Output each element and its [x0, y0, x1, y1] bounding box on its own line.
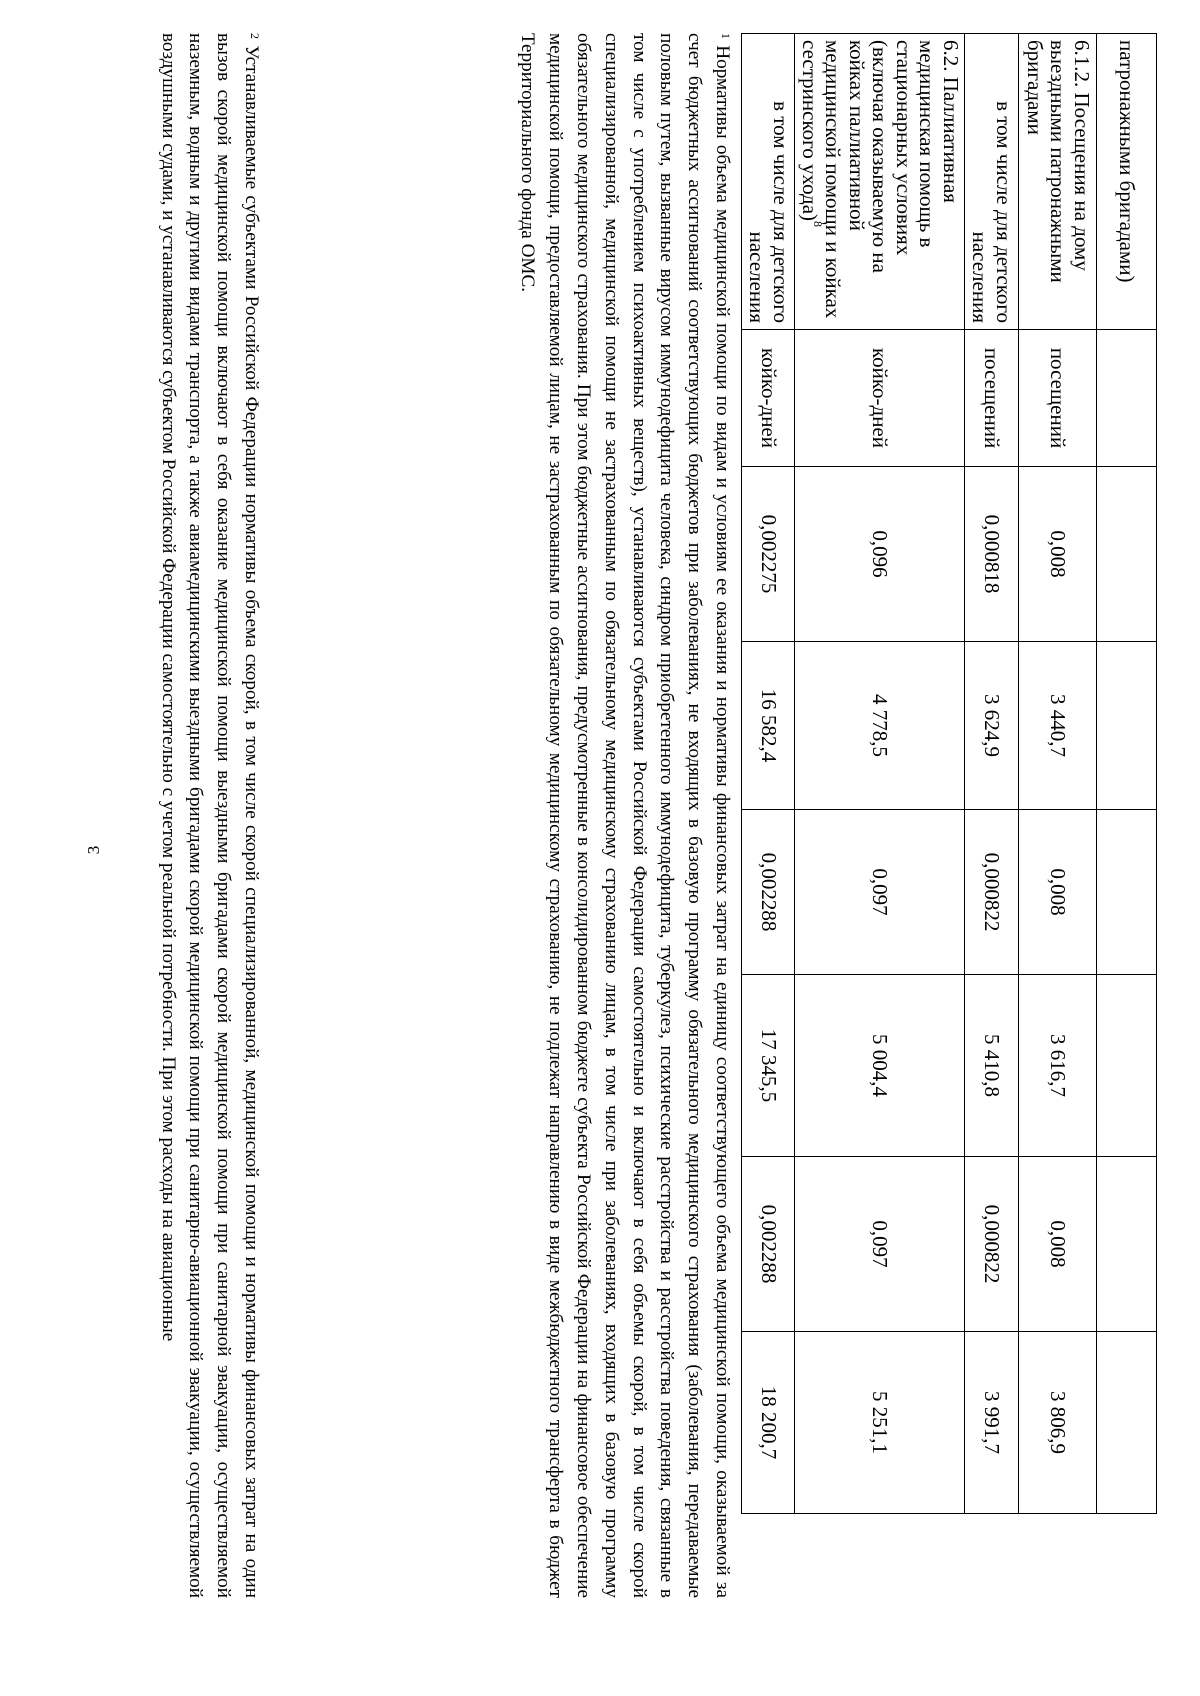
footnote-1 [514, 33, 736, 1598]
value-cell: 5 004,4 [795, 975, 965, 1157]
value-cell: 4 778,5 [795, 642, 965, 810]
value-cell: 0,008 [1019, 1157, 1097, 1332]
value-cell [1097, 975, 1157, 1157]
table-row [965, 34, 1019, 1514]
row-label: в том числе для детского населения [965, 34, 1019, 330]
unit-cell: койко-дней [795, 330, 965, 467]
unit-cell: посещений [965, 330, 1019, 467]
value-cell: 0,002288 [742, 810, 795, 975]
unit-cell [1097, 330, 1157, 467]
table-row [742, 34, 795, 1514]
value-cell: 0,002275 [742, 467, 795, 642]
value-cell: 0,008 [1019, 810, 1097, 975]
value-cell [1097, 642, 1157, 810]
footnote-mark: 1 [719, 33, 733, 39]
value-cell: 5 410,8 [965, 975, 1019, 1157]
value-cell: 3 806,9 [1019, 1332, 1097, 1514]
value-cell: 5 251,1 [795, 1332, 965, 1514]
value-cell [1097, 810, 1157, 975]
value-cell: 0,000822 [965, 810, 1019, 975]
unit-cell: посещений [1019, 330, 1097, 467]
unit-cell: койко-дней [742, 330, 795, 467]
value-cell: 0,008 [1019, 467, 1097, 642]
value-cell: 0,000818 [965, 467, 1019, 642]
footnote-text: Нормативы объема медицинской помощи по видам и условиям ее оказания и нормативы финансовых затрат на единицу соответствующего объема медицинской помощи, оказываемой за счет бюджетных ассигнований соответствующих бюджетов при заболеваниях, не входящих в базовую программу обязательного медицинского страхования (заболевания, передаваемые половым путем, вызванные вирусом иммунодефицита человека, синдром приобретенного иммунодефицита, туберкулез, психические расстройства и расстройства поведения, связанные в том числе с употреблением психоактивных веществ), устанавливаются субъектами Российской Федерации самостоятельно и включают в себя объемы скорой, в том числе скорой специализированной, медицинской помощи не застрахованным по обязательному медицинскому страхованию лицам, в том числе при заболеваниях, входящих в базовую программу обязательного медицинского страхования. При этом бюджетные ассигнования, предусмотренные в консолидированном бюджете субъекта Российской Федерации на финансовое обеспечение медицинской помощи, предоставляемой лицам, не застрахованным по обязательному медицинскому страхованию, не подлежат направлению в виде межбюджетного трансферта в бюджет Территориального фонда ОМС. [517, 33, 733, 1599]
value-cell: 3 616,7 [1019, 975, 1097, 1157]
value-cell: 0,097 [795, 810, 965, 975]
value-cell: 18 200,7 [742, 1332, 795, 1514]
value-cell: 0,096 [795, 467, 965, 642]
value-cell: 3 991,7 [965, 1332, 1019, 1514]
value-cell: 3 440,7 [1019, 642, 1097, 810]
table-row [1019, 34, 1097, 1514]
value-cell [1097, 1332, 1157, 1514]
norms-table [741, 33, 1157, 1514]
value-cell: 0,000822 [965, 1157, 1019, 1332]
value-cell: 0,002288 [742, 1157, 795, 1332]
row-label: патронажными бригадами) [1097, 34, 1157, 330]
row-label: 6.1.2. Посещения на дому выездными патронажными бригадами [1019, 34, 1097, 330]
value-cell [1097, 467, 1157, 642]
row-label: в том числе для детского населения [742, 34, 795, 330]
row-label [795, 34, 965, 330]
row-label-text: 6.2. Паллиативная медицинская помощь в стационарных условиях (включая оказываемую на койках паллиативной медицинской помощи и койках сестринского ухода) [797, 40, 963, 319]
value-cell [1097, 1157, 1157, 1332]
footnote-text: Устанавливаемые субъектами Российской Федерации нормативы объема скорой, в том числе скорой специализированной, медицинской помощи и нормативы финансовых затрат на один вызов скорой медицинской помощи включают в себя оказание медицинской помощи выездными бригадами скорой медицинской помощи при санитарной эвакуации, осуществляемой наземным, водным и другими видами транспорта, а также авиамедицинскими выездными бригадами скорой медицинской помощи при санитарно-авиационной эвакуации, осуществляемой воздушными судами, и устанавливаются субъектом Российской Федерации самостоятельно с учетом реальной потребности. При этом расходы на авиационные [157, 33, 262, 1598]
footnote-2 [154, 33, 265, 1598]
value-cell: 17 345,5 [742, 975, 795, 1157]
footnote-ref: 8 [810, 221, 825, 228]
page-number: 3 [84, 845, 103, 855]
footnote-mark: 2 [248, 33, 262, 39]
value-cell: 0,097 [795, 1157, 965, 1332]
table-row [1097, 34, 1157, 1514]
value-cell: 3 624,9 [965, 642, 1019, 810]
value-cell: 16 582,4 [742, 642, 795, 810]
table-row [795, 34, 965, 1514]
